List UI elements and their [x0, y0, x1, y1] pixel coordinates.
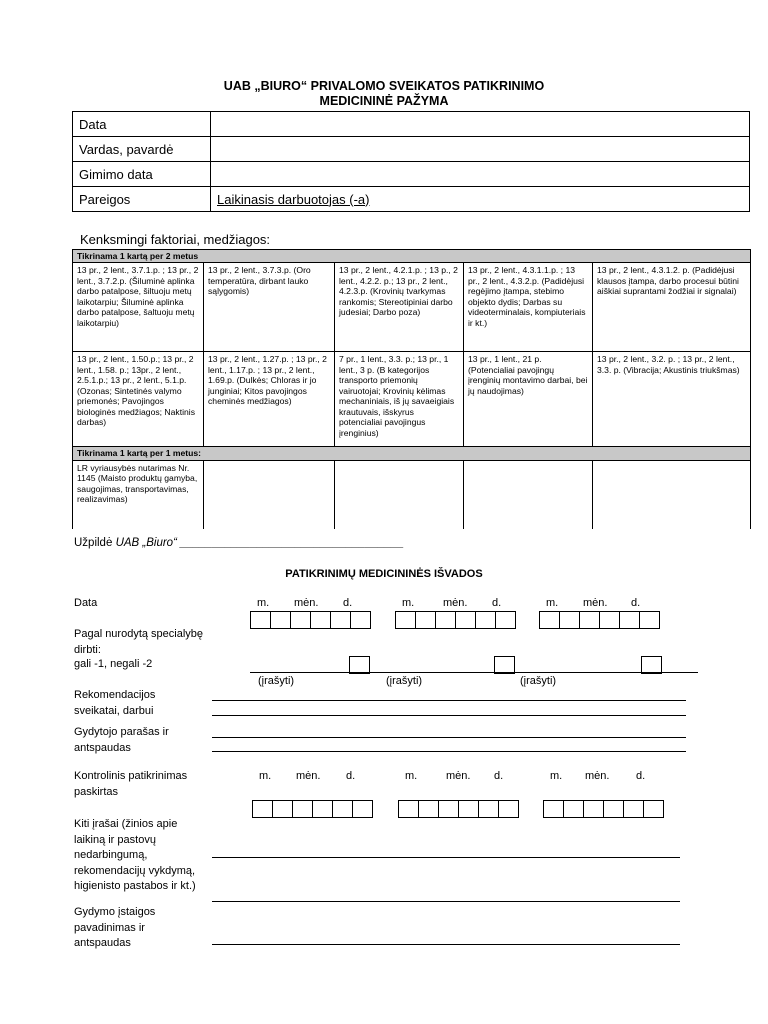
write-hint: (įrašyti)	[520, 675, 557, 687]
factor-cell: 13 pr., 2 lent., 3.7.1.p. ; 13 pr., 2 lent., 3.7.2.p. (Šiluminė aplinka darbo patalpose, šiltuoju metų laikotarpiu; Šiluminė aplinka darbo patalpose, šaltuoju metų laikotarpiu)	[73, 263, 204, 352]
document-title-line2: MEDICININĖ PAŽYMA	[319, 94, 449, 108]
control-date-boxes-3[interactable]	[543, 800, 663, 818]
control-check-label: Kontrolinis patikrinimas paskirtas	[74, 770, 188, 798]
other-records-line-1[interactable]	[212, 857, 680, 858]
factor-cell: 13 pr., 2 lent., 4.2.1.p. ; 13 p., 2 lent., 4.2.2. p.; 13 pr., 2 lent., 4.2.3.p. (Krovinių tvarkymas rankomis; Stereotipiniai darbo judesiai; Darbo poza)	[335, 263, 464, 352]
factor-cell	[464, 460, 593, 529]
specialty-sub-label: gali -1, negali -2	[74, 658, 153, 670]
institution-label: Gydymo įstaigos pavadinimas ir antspaudas	[74, 906, 156, 949]
date-year-label: m.	[402, 597, 415, 609]
filled-by-label: Užpildė	[74, 537, 113, 549]
date-month-label: mėn.	[446, 770, 471, 782]
control-date-boxes-1[interactable]	[252, 800, 372, 818]
factor-cell	[335, 460, 464, 529]
factor-cell: 13 pr., 2 lent., 4.3.1.1.p. ; 13 pr., 2 lent., 4.3.2.p. (Padidėjusi regėjimo įtampa, stebimo objekto dydis; Darbas su videoterminalais, kompiuteriais ir kt.)	[464, 263, 593, 352]
factor-cell: 13 pr., 2 lent., 3.2. p. ; 13 pr., 2 lent., 3.3. p. (Vibracija; Akustinis triukšmas)	[593, 352, 751, 447]
write-hint: (įrašyti)	[386, 675, 423, 687]
specialty-box-1[interactable]	[349, 656, 370, 674]
doctor-signature-label: Gydytojo parašas ir antspaudas	[74, 726, 169, 754]
date-label: Data	[74, 597, 98, 609]
position-value: Laikinasis darbuotojas (-a)	[217, 191, 370, 207]
institution-line[interactable]	[212, 944, 680, 945]
factor-cell	[593, 460, 751, 529]
info-row-date	[73, 112, 750, 137]
date-month-label: mėn.	[443, 597, 468, 609]
date-boxes-1[interactable]	[250, 611, 370, 629]
factor-cell: LR vyriausybės nutarimas Nr. 1145 (Maisto produktų gamyba, saugojimas, transportavimas, realizavimas)	[73, 460, 204, 529]
date-day-label: d.	[636, 770, 646, 782]
date-month-label: mėn.	[585, 770, 610, 782]
date-day-label: d.	[346, 770, 356, 782]
info-label: Pareigos	[73, 187, 211, 212]
date-year-label: m.	[257, 597, 270, 609]
date-day-label: d.	[492, 597, 502, 609]
date-day-label: d.	[343, 597, 353, 609]
info-row-position	[73, 187, 750, 212]
info-value-field[interactable]	[211, 162, 750, 187]
date-boxes-2[interactable]	[395, 611, 515, 629]
recommendations-line-2[interactable]	[212, 715, 686, 716]
date-year-label: m.	[405, 770, 418, 782]
date-boxes-3[interactable]	[539, 611, 659, 629]
specialty-box-3[interactable]	[641, 656, 662, 674]
factors-table	[72, 249, 751, 529]
document-title-line1: UAB „BIURO“ PRIVALOMO SVEIKATOS PATIKRINIMO	[223, 79, 545, 93]
doctor-signature-line-2[interactable]	[212, 751, 686, 752]
info-value-field[interactable]	[211, 112, 750, 137]
write-hint: (įrašyti)	[258, 675, 295, 687]
recommendations-label: Rekomendacijos sveikatai, darbui	[74, 689, 156, 717]
factor-cell	[204, 460, 335, 529]
filled-by-value: UAB „Biuro“ ___________________________________	[115, 537, 404, 549]
date-month-label: mėn.	[296, 770, 321, 782]
factor-cell: 13 pr., 1 lent., 21 p. (Potencialiai pavojingų įrenginių montavimo darbai, bei jų naudojimas)	[464, 352, 593, 447]
info-row-name	[73, 137, 750, 162]
factor-cell: 13 pr., 2 lent., 1.27.p. ; 13 pr., 2 lent., 1.17.p. ; 13 pr., 2 lent., 1.69.p. (Dulkės; Chloras ir jo junginiai; Kitos pavojingos cheminės medžiagos)	[204, 352, 335, 447]
conclusions-title: PATIKRINIMŲ MEDICININĖS IŠVADOS	[285, 568, 483, 580]
date-month-label: mėn.	[294, 597, 319, 609]
date-day-label: d.	[631, 597, 641, 609]
other-records-label: Kiti įrašai (žinios apie laikiną ir pastovų nedarbingumą, rekomendacijų vykdymą, higienisto pastabos ir kt.)	[74, 818, 196, 892]
factor-cell: 13 pr., 2 lent., 4.3.1.2. p. (Padidėjusi klausos įtampa, darbo procesui būtini aiškiai suprantami žodžiai ir signalai)	[593, 263, 751, 352]
specialty-label: Pagal nurodytą specialybę dirbti:	[74, 628, 204, 656]
specialty-box-2[interactable]	[494, 656, 515, 674]
date-month-label: mėn.	[583, 597, 608, 609]
info-label: Vardas, pavardė	[73, 137, 211, 162]
info-label: Data	[73, 112, 211, 137]
section-header-2-years: Tikrinama 1 kartą per 2 metus	[73, 250, 751, 263]
specialty-line	[250, 672, 698, 673]
factor-cell: 13 pr., 2 lent., 3.7.3.p. (Oro temperatūra, dirbant lauko sąlygomis)	[204, 263, 335, 352]
date-year-label: m.	[259, 770, 272, 782]
date-year-label: m.	[546, 597, 559, 609]
recommendations-line-1[interactable]	[212, 700, 686, 701]
control-date-boxes-2[interactable]	[398, 800, 518, 818]
doctor-signature-line-1[interactable]	[212, 737, 686, 738]
personal-info-table	[72, 111, 750, 212]
filled-by-line	[74, 537, 404, 549]
date-day-label: d.	[494, 770, 504, 782]
info-label: Gimimo data	[73, 162, 211, 187]
section-header-1-year: Tikrinama 1 kartą per 1 metus:	[73, 447, 751, 460]
info-value-field[interactable]	[211, 137, 750, 162]
info-row-birthdate	[73, 162, 750, 187]
other-records-line-2[interactable]	[212, 901, 680, 902]
factor-cell: 13 pr., 2 lent., 1.50.p.; 13 pr., 2 lent., 1.58. p.; 13pr., 2 lent., 2.5.1.p.; 13 pr., 2 lent., 5.1.p. (Ozonas; Sintetinės valymo priemonės; Pavojingos biologinės medžiagos; Naktinis darbas)	[73, 352, 204, 447]
info-value-field[interactable]	[211, 187, 750, 212]
factor-cell: 7 pr., 1 lent., 3.3. p.; 13 pr., 1 lent., 3 p. (B kategorijos transporto priemonių vairuotojai; Krovinių kėlimas mechaniniais, iš jų savaeigiais krautuvais, išskyrus potencialiai pavojingus įrenginius)	[335, 352, 464, 447]
factors-heading: Kenksmingi faktoriai, medžiagos:	[80, 232, 271, 247]
date-year-label: m.	[550, 770, 563, 782]
